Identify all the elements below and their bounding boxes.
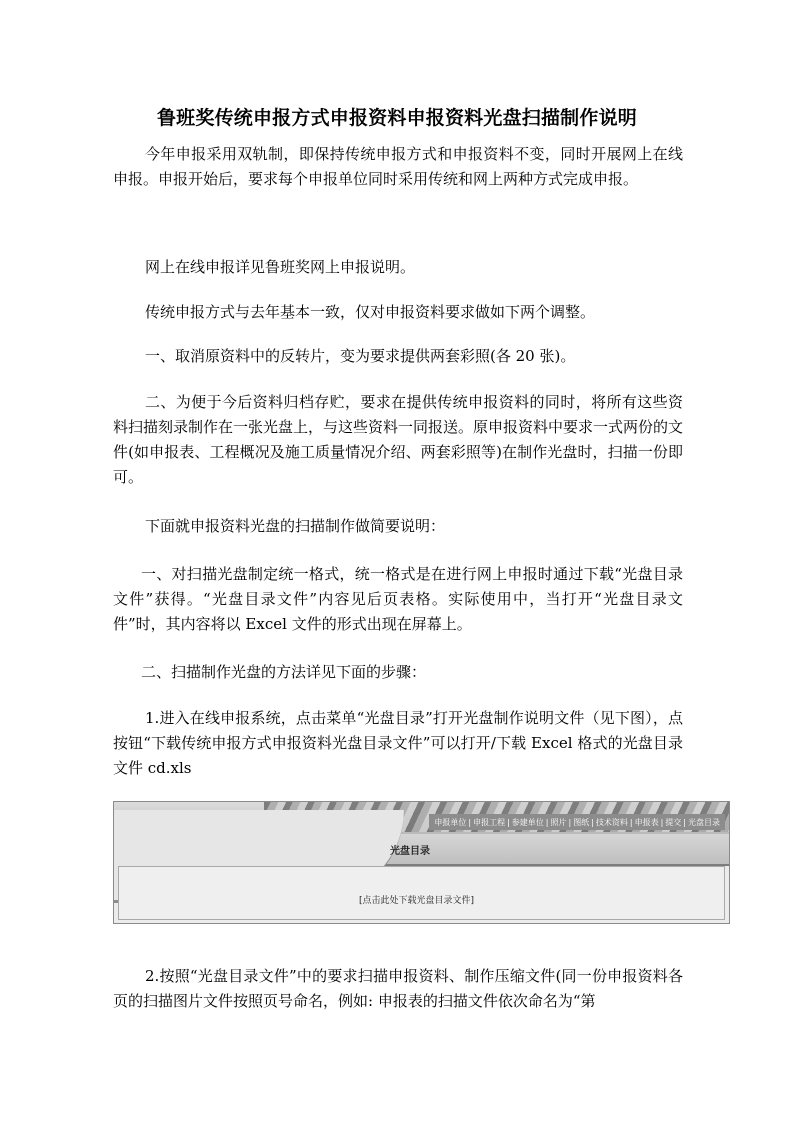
nav-item-cd-directory[interactable]: 光盘目录 xyxy=(688,817,720,827)
nav-item-drawings[interactable]: 图纸 xyxy=(573,817,590,827)
paragraph-steps-intro: 二、扫描制作光盘的方法详见下面的步骤： xyxy=(141,663,427,681)
paragraph-step-one: 1.进入在线申报系统，点击菜单“光盘目录”打开光盘制作说明文件（见下图），点按钮“下载传统申报方式申报资料光盘目录文件”可以打开/下载 Excel 格式的光盘目录文件 cd.xls xyxy=(113,709,683,777)
document-title: 鲁班奖传统申报方式申报资料申报资料光盘扫描制作说明 xyxy=(156,107,637,129)
nav-item-application-form[interactable]: 申报表 xyxy=(634,817,659,827)
cd-directory-screenshot xyxy=(113,801,730,924)
nav-item-project[interactable]: 申报工程 xyxy=(473,817,506,827)
paragraph-cd-intro: 下面就申报资料光盘的扫描制作做简要说明： xyxy=(145,517,446,535)
download-cd-directory-link[interactable]: [点击此处下载光盘目录文件] xyxy=(359,896,475,906)
nav-item-applicant-unit[interactable]: 申报单位 xyxy=(434,817,467,827)
nav-item-submit[interactable]: 提交 xyxy=(665,817,682,827)
paragraph-step-two: 2.按照“光盘目录文件”中的要求扫描申报资料、制作压缩文件(同一份申报资料各页的扫描图片文件按照页号命名，例如: 申报表的扫描文件依次命名为“第 xyxy=(113,967,683,1010)
nav-item-participants[interactable]: 参建单位 xyxy=(511,817,544,827)
paragraph-adjustment-one: 一、取消原资料中的反转片，变为要求提供两套彩照(各 20 张)。 xyxy=(145,347,576,365)
paragraph-adjustments: 传统申报方式与去年基本一致，仅对申报资料要求做如下两个调整。 xyxy=(145,303,596,321)
paragraph-unified-format: 一、对扫描光盘制定统一格式，统一格式是在进行网上申报时通过下载“光盘目录文件”获得。“光盘目录文件”内容见后页表格。实际使用中，当打开“光盘目录文件”时，其内容将以 Excel 文件的形式出现在屏幕上。 xyxy=(113,565,683,633)
nav-item-tech-docs[interactable]: 技术资料 xyxy=(595,817,628,827)
screenshot-heading: 光盘目录 xyxy=(390,846,430,857)
nav-item-photos[interactable]: 照片 xyxy=(550,817,567,827)
paragraph-dual-track: 今年申报采用双轨制，即保持传统申报方式和申报资料不变，同时开展网上在线申报。申报开始后，要求每个申报单位同时采用传统和网上两种方式完成申报。 xyxy=(113,145,683,188)
paragraph-online-reference: 网上在线申报详见鲁班奖网上申报说明。 xyxy=(145,258,416,276)
paragraph-adjustment-two: 二、为便于今后资料归档存贮，要求在提供传统申报资料的同时，将所有这些资料扫描刻录制作在一张光盘上，与这些资料一同报送。原申报资料中要求一式两份的文件(如申报表、工程概况及施工质量情况介绍、两套彩照等)在制作光盘时，扫描一份即可。 xyxy=(113,393,684,486)
screenshot-nav-menu: 申报单位 | 申报工程 | 参建单位 | 照片 | 图纸 | 技术资料 | 申报表 | 提交 | 光盘目录 xyxy=(429,814,725,830)
